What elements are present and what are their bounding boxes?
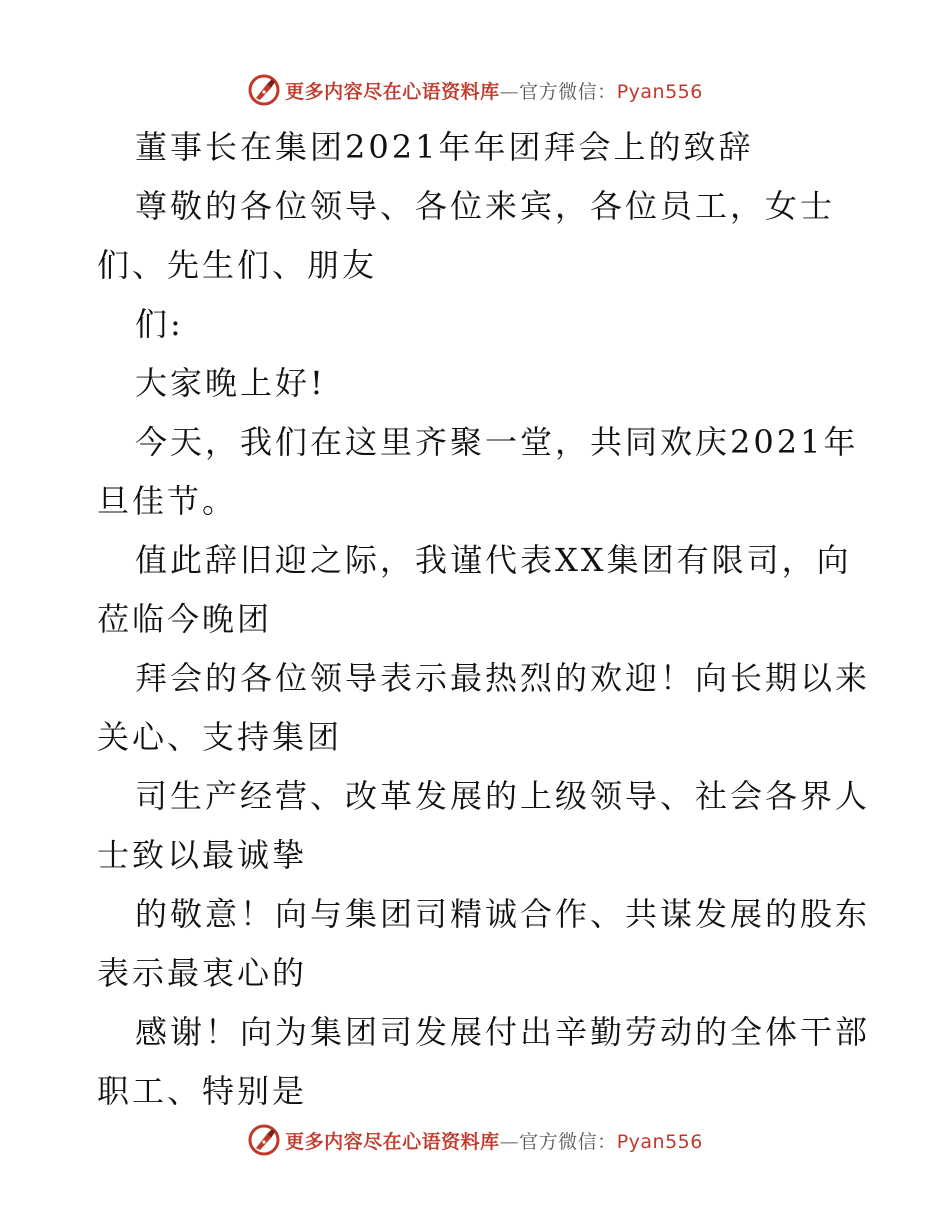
paragraph-line: 职工、特别是 [97,1072,308,1110]
paragraph-line: 表示最衷心的 [97,954,308,992]
paragraph-line: 莅临今晚团 [97,600,273,638]
watermark-official-label: 官方微信： [519,80,617,103]
watermark-official-label: 官方微信： [519,1130,617,1153]
footer-watermark-banner [0,1120,950,1160]
paragraph-line: 的敬意！向与集团司精诚合作、共谋发展的股东 [135,895,871,933]
paragraph-line: 拜会的各位领导表示最热烈的欢迎！向长期以来 [135,659,871,697]
paragraph-line: 大家晚上好! [135,364,326,402]
watermark-main-text: 更多内容尽在心语资料库 [285,80,500,103]
document-title: 董事长在集团2021年年团拜会上的致辞 [135,128,754,166]
paragraph-line: 今天，我们在这里齐聚一堂，共同欢庆2021年 [135,423,859,461]
paragraph-line: 关心、支持集团 [97,718,343,756]
watermark-dash: — [499,1130,520,1153]
paragraph-line: 们、先生们、朋友 [97,246,378,284]
pen-nib-logo-icon [247,73,281,107]
paragraph-line: 士致以最诚挚 [97,836,308,874]
watermark-wechat-id: Pyan556 [616,1130,703,1153]
pen-nib-logo-icon [247,1123,281,1157]
watermark-wechat-id: Pyan556 [616,80,703,103]
watermark-dash: — [499,80,520,103]
paragraph-line: 感谢！向为集团司发展付出辛勤劳动的全体干部 [135,1013,871,1051]
paragraph-line: 旦佳节。 [97,482,238,520]
paragraph-line: 尊敬的各位领导、各位来宾，各位员工，女士 [135,187,836,225]
watermark-text [285,77,703,104]
paragraph-line: 们: [135,305,184,343]
paragraph-line: 值此辞旧迎之际，我谨代表XX集团有限司，向 [135,541,852,579]
header-watermark-banner [0,70,950,110]
document-body [97,118,871,1121]
watermark-text [285,1127,703,1154]
paragraph-line: 司生产经营、改革发展的上级领导、社会各界人 [135,777,871,815]
watermark-main-text: 更多内容尽在心语资料库 [285,1130,500,1153]
